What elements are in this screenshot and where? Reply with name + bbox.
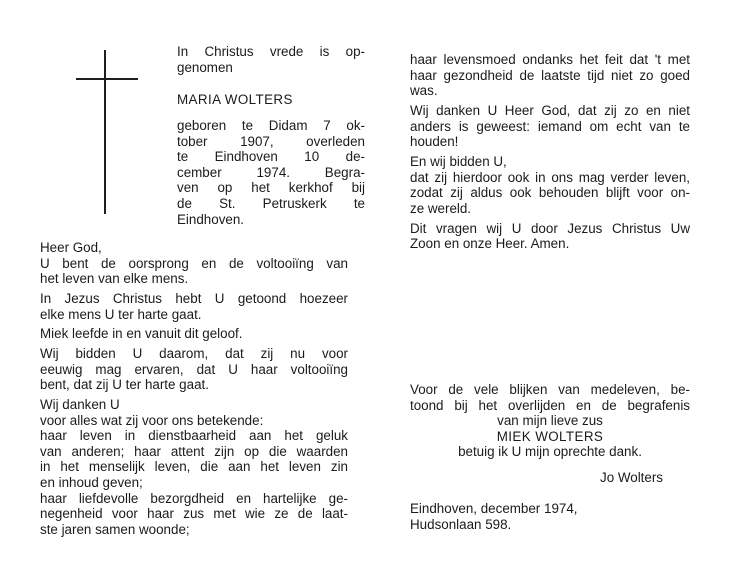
prayer-line: Miek leefde in en vanuit dit geloof. xyxy=(40,326,243,342)
prayer-line: haar leven in dienstbaarheid aan het geluk xyxy=(40,428,348,444)
prayer-line: en inhoud geven; xyxy=(40,475,143,491)
prayer-line: dat zij hierdoor ook in ons mag verder leven, xyxy=(410,169,690,185)
bio-line: de St. Petruskerk te xyxy=(177,195,365,211)
prayer-line: in het menselijk leven, die aan het leven zin xyxy=(40,459,348,475)
prayer-line: voor alles wat zij voor ons betekende: xyxy=(40,412,264,428)
prayer-line: Dit vragen wij U door Jezus Christus Uw xyxy=(410,220,690,236)
cross-icon xyxy=(104,50,106,214)
prayer-line: haar liefdevolle bezorgdheid en hartelijke ge- xyxy=(40,490,348,506)
bio-line: geboren te Didam 7 ok- xyxy=(177,118,365,133)
prayer-right xyxy=(410,52,690,252)
thanks-name: MIEK WOLTERS xyxy=(496,428,604,444)
address xyxy=(410,501,690,532)
thanks-line: van mijn lieve zus xyxy=(497,413,603,429)
opening-text xyxy=(177,44,365,75)
prayer-line: ze wereld. xyxy=(410,200,472,216)
prayer-line: zodat zij aldus ook behouden blijft voor on- xyxy=(410,185,690,201)
prayer-line: haar gezondheid de laatste tijd niet zo goed xyxy=(410,67,690,83)
signature: Jo Wolters xyxy=(600,470,664,485)
address-line: Hudsonlaan 598. xyxy=(410,516,512,532)
deceased-name: MARIA WOLTERS xyxy=(177,92,293,107)
prayer-left xyxy=(40,240,348,537)
prayer-line: Wij danken U xyxy=(40,397,120,413)
prayer-line: Wij bidden U daarom, dat zij nu voor xyxy=(40,346,348,362)
bio-line: tober 1907, overleden xyxy=(177,133,365,149)
prayer-line: bent, dat zij U ter harte gaat. xyxy=(40,377,209,393)
prayer-line: het leven van elke mens. xyxy=(40,271,189,287)
prayer-line: U bent de oorsprong en de voltooiïng van xyxy=(40,255,348,271)
prayer-line: eeuwig mag ervaren, dat U haar voltooiïng xyxy=(40,361,348,377)
thanks-text xyxy=(410,382,690,460)
prayer-line: En wij bidden U, xyxy=(410,153,507,169)
bio-line: Eindhoven. xyxy=(177,211,245,227)
prayer-line: was. xyxy=(410,83,438,99)
thanks-closing: betuig ik U mijn oprechte dank. xyxy=(458,444,642,460)
prayer-line: van anderen; haar attent zijn op die waarden xyxy=(40,443,348,459)
prayer-line: ste jaren samen woonde; xyxy=(40,521,190,537)
prayer-line: negenheid voor haar zus met wie ze de laat- xyxy=(40,506,348,522)
cross-icon-bar xyxy=(76,78,138,80)
opening-line: genomen xyxy=(177,59,233,75)
prayer-line: anders is geweest: iemand om echt van te xyxy=(410,118,690,134)
bio-line: ven op het kerkhof bij xyxy=(177,180,365,196)
bio-line: te Eindhoven 10 de- xyxy=(177,149,365,165)
prayer-line: In Jezus Christus hebt U getoond hoezeer xyxy=(40,290,348,306)
bio-text xyxy=(177,118,365,227)
thanks-line: toond bij het overlijden en de begrafenis xyxy=(410,397,690,413)
prayer-line: haar levensmoed ondanks het feit dat 't met xyxy=(410,52,690,67)
prayer-line: Zoon en onze Heer. Amen. xyxy=(410,236,570,252)
prayer-line: houden! xyxy=(410,134,459,150)
thanks-line: Voor de vele blijken van medeleven, be- xyxy=(410,382,690,397)
prayer-line: elke mens U ter harte gaat. xyxy=(40,306,202,322)
prayer-line: Heer God, xyxy=(40,240,102,255)
prayer-line: Wij danken U Heer God, dat zij zo en niet xyxy=(410,102,690,118)
opening-line: In Christus vrede is op- xyxy=(177,44,365,59)
address-line: Eindhoven, december 1974, xyxy=(410,501,578,516)
bio-line: cember 1974. Begra- xyxy=(177,164,365,180)
